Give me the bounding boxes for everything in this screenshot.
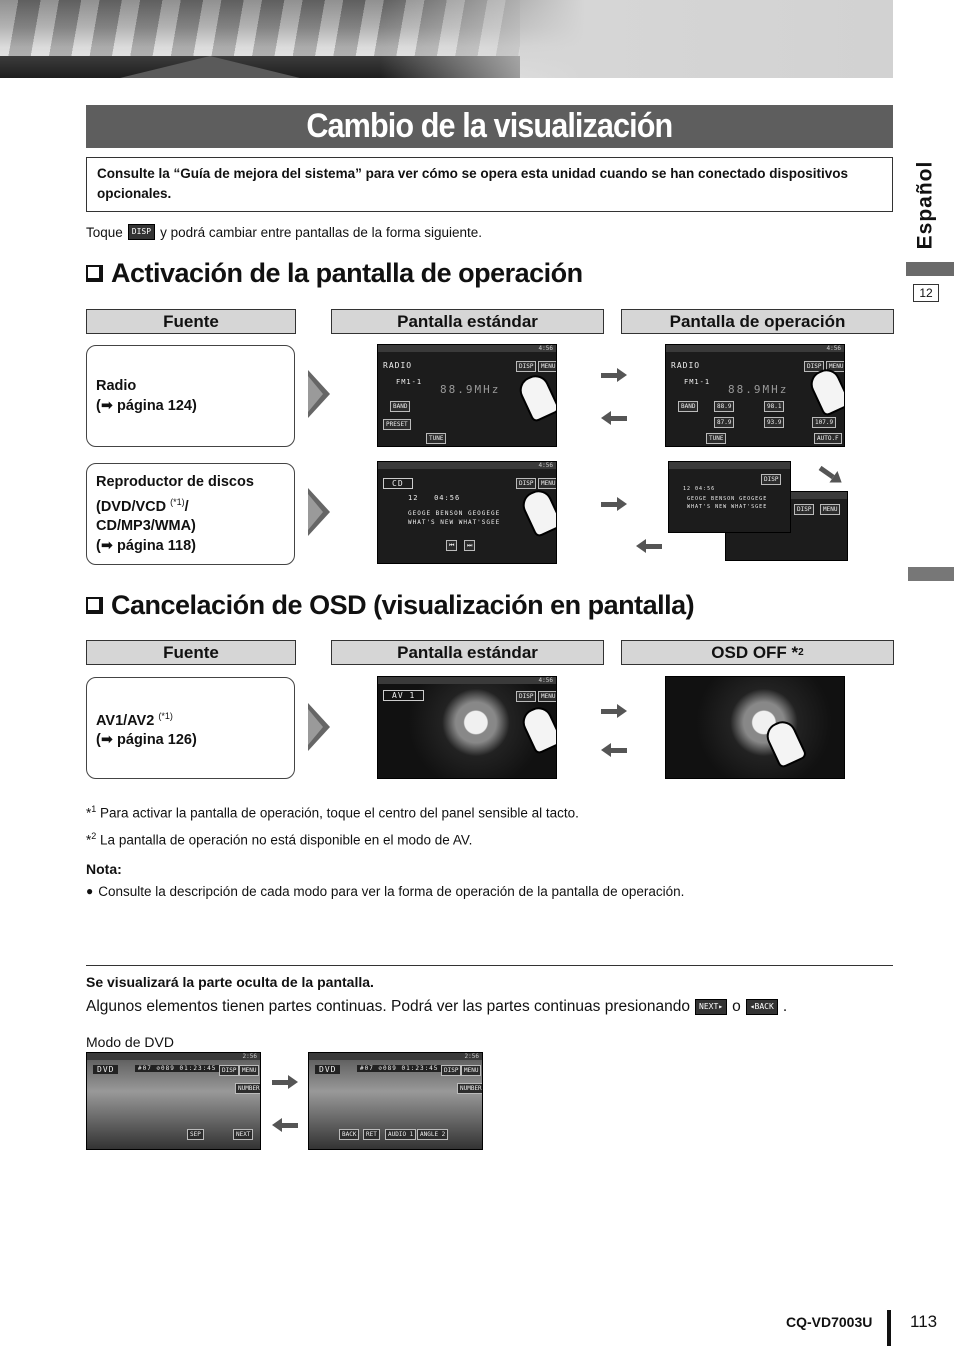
disp-button: DISP	[804, 361, 824, 372]
autof-button: AUTO.F	[814, 433, 842, 444]
cd-artist: GEOGE BENSON GEOGEGE	[687, 496, 768, 502]
screen-topbar: 4:56	[378, 345, 556, 352]
hand-icon	[762, 717, 808, 770]
side-language-tab	[905, 152, 945, 257]
disp-button: DISP	[441, 1065, 461, 1076]
preset-freq-2: 98.1	[764, 401, 784, 412]
col-head-fuente: Fuente	[86, 309, 296, 334]
checkbox-icon	[86, 265, 103, 282]
touch-post: y podrá cambiar entre pantallas de la forma siguiente.	[160, 224, 482, 240]
tune-button: TUNE	[706, 433, 726, 444]
next-button-icon: ⏭	[464, 540, 475, 551]
menu-button: MENU	[538, 361, 557, 372]
screen-topbar	[669, 462, 790, 469]
radio-label: RADIO	[671, 361, 701, 370]
nota-title: Nota:	[86, 861, 122, 877]
source-disc-name: Reproductor de discos	[96, 473, 254, 490]
dvd-mode-label: Modo de DVD	[86, 1034, 174, 1050]
section-osd-title-text: Cancelación de OSD (visualización en pantalla)	[111, 590, 695, 620]
dvd-screen-1	[86, 1052, 261, 1150]
screen-topbar: 4:56	[666, 345, 844, 352]
dvd-label: DVD	[315, 1065, 340, 1074]
disp-button: DISP	[761, 474, 781, 485]
side-section-number: 12	[913, 284, 939, 302]
radio-standard-screen	[377, 344, 557, 447]
side-bar	[906, 262, 954, 276]
source-av-ref: (➡ página 126)	[96, 732, 197, 749]
back-button: BACK	[339, 1129, 359, 1140]
hand-icon	[518, 486, 557, 539]
disp-key: DISP	[128, 224, 155, 240]
footer-bar	[887, 1310, 891, 1346]
av-label: AV 1	[383, 690, 424, 701]
frequency: 88.9MHz	[440, 383, 501, 396]
fm-label: FM1-1	[684, 378, 711, 386]
side-language-text: Español	[913, 160, 936, 249]
cd-artist: GEOGE BENSON GEOGEGE	[408, 510, 501, 517]
section-osd-title	[86, 590, 694, 621]
next-key: NEXT▸	[695, 999, 727, 1015]
screen-topbar: 4:56	[378, 677, 556, 684]
cd-track-time: 12 04:56	[683, 486, 716, 492]
nota-text: Consulte la descripción de cada modo para ver la forma de operación de la pantalla de operación.	[98, 884, 685, 899]
big-right-arrow-icon	[308, 370, 330, 418]
disp-button: DISP	[794, 504, 814, 515]
footer-model: CQ-VD7003U	[786, 1314, 873, 1330]
band-button: BAND	[678, 401, 698, 412]
disp-button: DISP	[516, 478, 536, 489]
header-fade	[380, 0, 893, 78]
cd-song: WHAT'S NEW WHAT'SGEE	[408, 519, 501, 526]
hand-icon	[806, 365, 845, 418]
cd-standard-screen	[377, 461, 557, 564]
footnote-1: *$^1$ Para activar la pantalla de operación, toque el centro del panel sensible al tacto.	[86, 804, 579, 821]
nota-item	[86, 884, 684, 899]
bullet-icon: ●	[86, 884, 94, 898]
av-osd-off-screen	[665, 676, 845, 779]
menu-button: MENU	[538, 478, 557, 489]
page-title: Cambio de la visualización	[306, 107, 673, 145]
left-arrow-icon	[636, 539, 662, 553]
col-head-standard: Pantalla estándar	[331, 309, 604, 334]
radio-label: RADIO	[383, 361, 413, 370]
big-right-arrow-icon	[308, 703, 330, 751]
cd-label: CD	[383, 478, 413, 489]
cd-track-time: 12 04:56	[408, 494, 461, 502]
screen-topbar: 2:56	[87, 1053, 260, 1060]
next-button: NEXT	[233, 1129, 253, 1140]
disp-button: DISP	[516, 361, 536, 372]
audio-button: AUDIO 1	[385, 1129, 416, 1140]
hand-icon	[518, 703, 557, 756]
diagonal-arrow-icon	[816, 462, 845, 488]
disp-button: DISP	[516, 691, 536, 702]
ret-button: RET	[363, 1129, 380, 1140]
frequency: 88.9MHz	[728, 383, 789, 396]
number-button: NUMBER	[235, 1083, 261, 1094]
source-radio	[86, 345, 295, 447]
disp-button: DISP	[219, 1065, 239, 1076]
source-radio-ref: (➡ página 124)	[96, 398, 197, 414]
back-key: ◂BACK	[746, 999, 778, 1015]
source-disc-formats: (DVD/VCD $^{(*1)}$/	[96, 496, 189, 515]
page-title-bar	[86, 105, 893, 148]
section-operation-title-text: Activación de la pantalla de operación	[111, 258, 583, 288]
col-head-fuente-2: Fuente	[86, 640, 296, 665]
screen-topbar: 2:56	[309, 1053, 482, 1060]
menu-button: MENU	[820, 504, 840, 515]
touch-pre: Toque	[86, 224, 123, 240]
section-operation-title	[86, 258, 583, 289]
band-button: BAND	[390, 401, 410, 412]
av-standard-screen	[377, 676, 557, 779]
dvd-screen-2	[308, 1052, 483, 1150]
menu-button: MENU	[826, 361, 845, 372]
preset-button: PRESET	[383, 419, 411, 430]
preset-freq-4: 93.9	[764, 417, 784, 428]
hidden-part-title: Se visualizará la parte oculta de la pantalla.	[86, 974, 374, 990]
source-av	[86, 677, 295, 779]
header-road-photo	[0, 0, 893, 78]
footnote-2: *$^2$ La pantalla de operación no está disponible en el modo de AV.	[86, 830, 473, 847]
col-head-osd-off: OSD OFF * 2	[621, 640, 894, 665]
preset-freq-3: 87.9	[714, 417, 734, 428]
right-arrow-icon	[601, 497, 627, 511]
source-disc-formats2: CD/MP3/WMA)	[96, 518, 196, 535]
menu-button: MENU	[461, 1065, 481, 1076]
right-arrow-icon	[272, 1075, 298, 1089]
left-arrow-icon	[601, 743, 627, 757]
hidden-part-text: Algunos elementos tienen partes continuas. Podrá ver las partes continuas presionando NEXT▸ o ◂BACK .	[86, 998, 788, 1015]
road	[120, 56, 300, 78]
dvd-counter: #07 ⊘089 01:23:45	[357, 1065, 441, 1072]
footer-page-number: 113	[910, 1312, 938, 1331]
tune-button: TUNE	[426, 433, 446, 444]
dvd-label: DVD	[93, 1065, 118, 1074]
footnotes	[86, 798, 579, 851]
angle-button: ANGLE 2	[417, 1129, 448, 1140]
source-radio-name: Radio	[96, 378, 137, 394]
source-av-name: AV1/AV2 $^{(*1)}$	[96, 710, 173, 729]
checkbox-icon	[86, 597, 103, 614]
side-tab-marker	[908, 567, 954, 581]
fm-label: FM1-1	[396, 378, 423, 386]
preset-freq-1: 88.9	[714, 401, 734, 412]
menu-button: MENU	[239, 1065, 259, 1076]
dvd-counter: #07 ⊘089 01:23:45	[135, 1065, 219, 1072]
sep-button: SEP	[187, 1129, 204, 1140]
menu-button: MENU	[538, 691, 557, 702]
divider	[86, 965, 893, 966]
source-disc	[86, 463, 295, 565]
preset-freq-5: 107.9	[812, 417, 836, 428]
screen-topbar: 4:56	[378, 462, 556, 469]
prev-button-icon: ⏮	[446, 540, 457, 551]
right-arrow-icon	[601, 368, 627, 382]
notice-box: Consulte la “Guía de mejora del sistema” para ver cómo se opera esta unidad cuando se han conectado dispositivos opcionales.	[86, 157, 893, 212]
col-head-standard-2: Pantalla estándar	[331, 640, 604, 665]
number-button: NUMBER	[457, 1083, 483, 1094]
touch-instruction	[86, 224, 482, 240]
col-head-operation: Pantalla de operación	[621, 309, 894, 334]
radio-operation-screen	[665, 344, 845, 447]
source-disc-ref: (➡ página 118)	[96, 538, 196, 555]
left-arrow-icon	[601, 411, 627, 425]
right-arrow-icon	[601, 704, 627, 718]
hand-icon	[515, 371, 557, 424]
cd-operation-screen-front	[668, 461, 791, 533]
left-arrow-icon	[272, 1118, 298, 1132]
big-right-arrow-icon	[308, 488, 330, 536]
cd-song: WHAT'S NEW WHAT'SGEE	[687, 504, 768, 510]
